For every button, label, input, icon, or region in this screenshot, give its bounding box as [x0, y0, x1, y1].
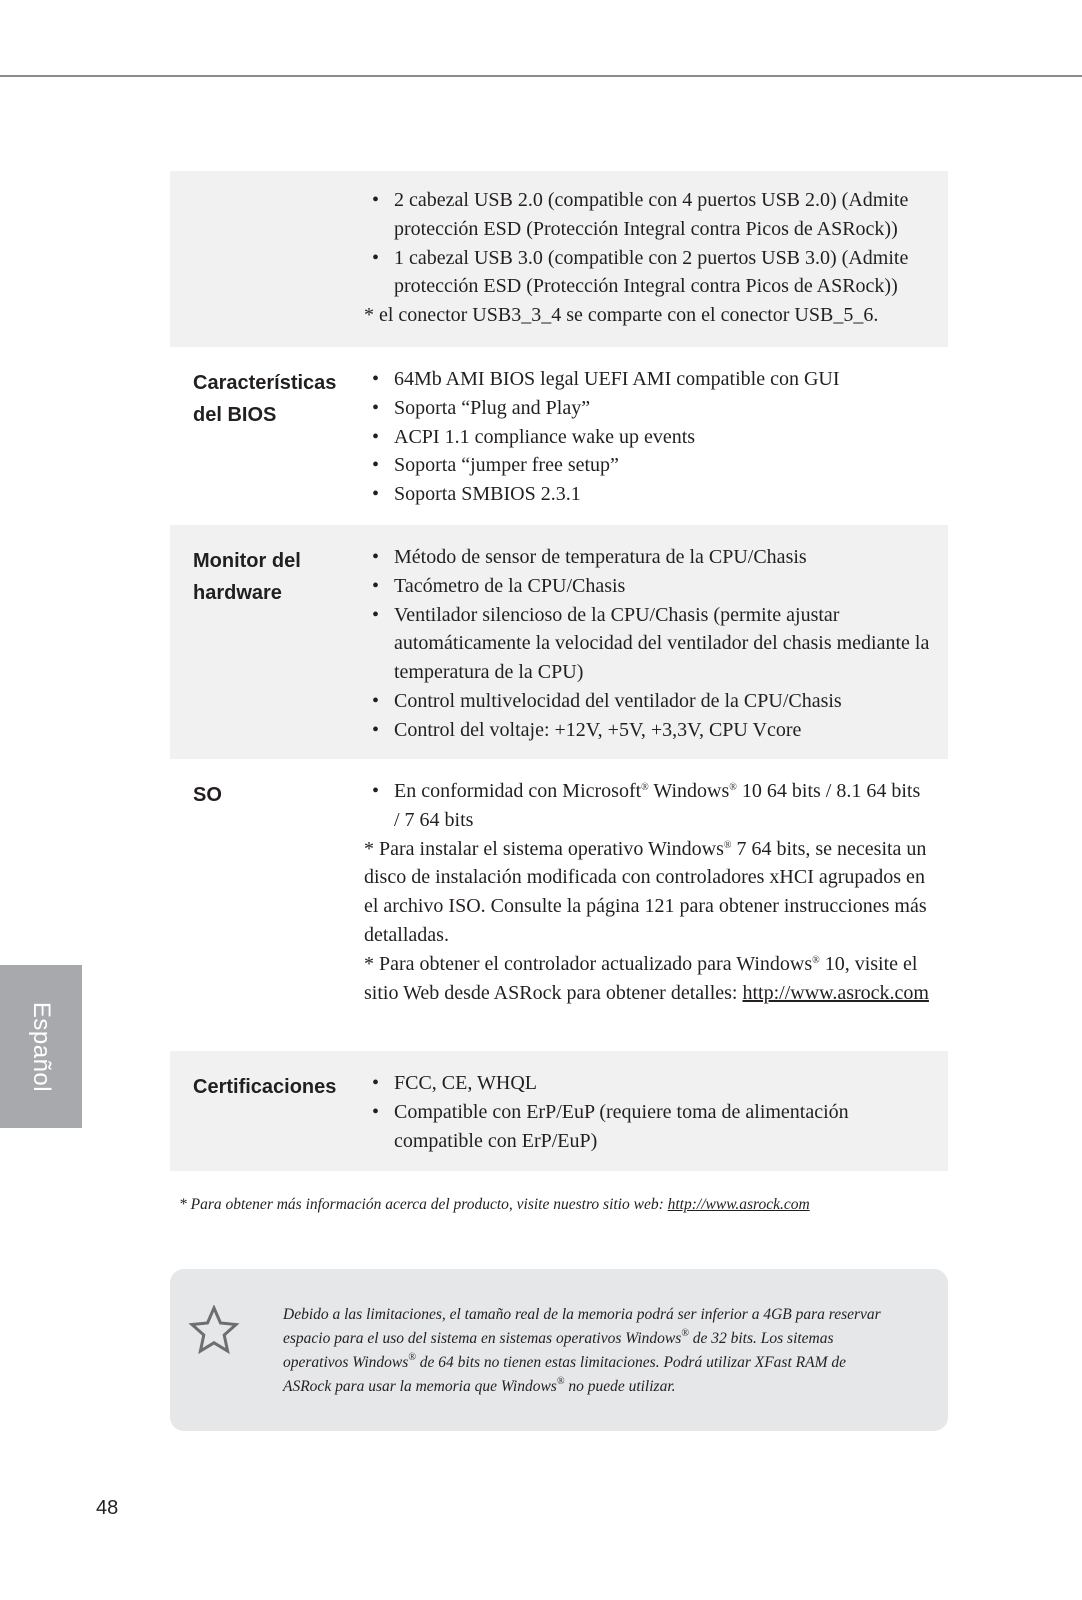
spec-item: • 2 cabezal USB 2.0 (compatible con 4 puertos USB 2.0) (Admite protección ESD (Protección Integral contra Picos de ASRock)) [364, 186, 930, 244]
spec-row-content [364, 525, 948, 759]
specifications-table [170, 171, 948, 1171]
spec-row-content [364, 759, 948, 1051]
header-rule [0, 75, 1082, 77]
spec-item: • FCC, CE, WHQL [364, 1069, 930, 1098]
spec-item: • ACPI 1.1 compliance wake up events [364, 423, 930, 452]
spec-row-os [170, 759, 948, 1051]
star-icon [188, 1305, 240, 1355]
spec-row-hardware-monitor [170, 525, 948, 759]
spec-row-bios [170, 347, 948, 525]
language-side-tab [0, 965, 82, 1128]
footnote-link[interactable]: http://www.asrock.com [667, 1196, 810, 1213]
spec-note: * el conector USB3_3_4 se comparte con el conector USB_5_6. [364, 304, 879, 327]
spec-note-driver: * Para obtener el controlador actualizado para Windows® 10, visite el sitio Web desde ASRock para obtener detalles: http://www.asrock.com [364, 952, 929, 1004]
spec-item: • Compatible con ErP/EuP (requiere toma de alimentación compatible con ErP/EuP) [364, 1098, 930, 1156]
spec-row-label: Certificaciones [193, 1076, 337, 1098]
spec-row-label [170, 525, 364, 759]
spec-row-content [364, 171, 948, 347]
spec-row-content [364, 1051, 948, 1171]
asrock-website-link[interactable]: http://www.asrock.com [742, 981, 929, 1004]
spec-item-os: • En conformidad con Microsoft® Windows® 10 64 bits / 8.1 64 bits / 7 64 bits [364, 777, 930, 835]
spec-row-label [170, 171, 364, 347]
spec-label-line: Monitor del [193, 550, 301, 572]
spec-item: • Método de sensor de temperatura de la CPU/Chasis [364, 543, 930, 572]
spec-label-line: hardware [193, 582, 282, 604]
spec-item: • Soporta “jumper free setup” [364, 451, 930, 480]
spec-row-certifications [170, 1051, 948, 1171]
spec-label-line: Características [193, 372, 337, 394]
memory-notice-box [170, 1269, 948, 1431]
spec-row-label: SO [193, 784, 222, 806]
spec-item: • Soporta SMBIOS 2.3.1 [364, 480, 930, 509]
language-tab-label: Español [28, 1001, 55, 1092]
notice-text: Debido a las limitaciones, el tamaño real de la memoria podrá ser inferior a 4GB para reservar espacio para el uso del sistema en sistemas operativos Windows® de 32 bits. Los sitemas operativos Windows® de 64 bits no tienen estas limitaciones. Podrá utilizar XFast RAM de ASRock para usar la memoria que Windows® no puede utilizar. [283, 1306, 881, 1395]
product-info-footnote: * Para obtener más información acerca del producto, visite nuestro sitio web: http://www.asrock.com [179, 1196, 810, 1213]
spec-item: • Soporta “Plug and Play” [364, 394, 930, 423]
spec-label-line: del BIOS [193, 404, 277, 426]
spec-item: • Control del voltaje: +12V, +5V, +3,3V, CPU Vcore [364, 716, 930, 745]
spec-item: • Ventilador silencioso de la CPU/Chasis (permite ajustar automáticamente la velocidad del ventilador del chasis mediante la temperatura de la CPU) [364, 601, 930, 687]
spec-item: • 1 cabezal USB 3.0 (compatible con 2 puertos USB 3.0) (Admite protección ESD (Protección Integral contra Picos de ASRock)) [364, 244, 930, 302]
spec-item: • Control multivelocidad del ventilador de la CPU/Chasis [364, 687, 930, 716]
spec-row-content [364, 347, 948, 525]
spec-note-install: * Para instalar el sistema operativo Windows® 7 64 bits, se necesita un disco de instalación modificada con controladores xHCI agrupados en el archivo ISO. Consulte la página 121 para obtener instrucciones más detalladas. [364, 837, 927, 946]
spec-item: • Tacómetro de la CPU/Chasis [364, 572, 930, 601]
spec-row-usb-headers [170, 171, 948, 347]
spec-item: • 64Mb AMI BIOS legal UEFI AMI compatible con GUI [364, 365, 930, 394]
spec-row-label [170, 347, 364, 525]
page-number: 48 [96, 1497, 119, 1519]
